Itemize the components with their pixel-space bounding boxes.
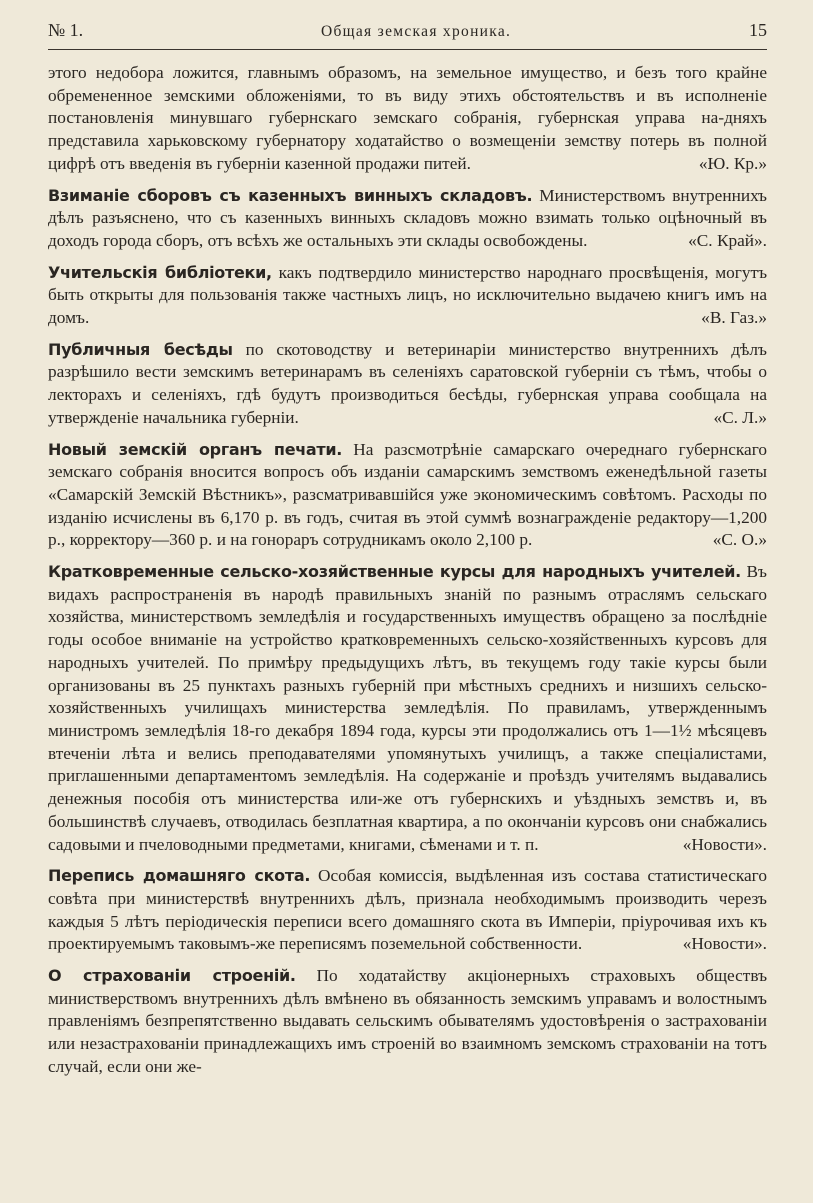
news-text: Особая комиссія, выдѣленная изъ состава статистическаго совѣта при министерствѣ внутреннихъ дѣлъ, признала необходимымъ производить черезъ каждыя 5 лѣтъ періодическія переписи всего домашняго скота въ Имперіи, пріурочивая ихъ къ проектируемымъ таковымъ-же переписямъ поземельной собственности.	[48, 866, 767, 954]
news-text: На разсмотрѣніе самарскаго очереднаго губернскаго земскаго собранія вносится вопросъ объ изданіи самарскимъ земствомъ еженедѣльной газеты «Самарскій Земскій Вѣстникъ», разсматривавшійся уже экономическимъ совѣтомъ. Расходы по изданію исчислены въ 6,170 р. въ годъ, считая въ этой суммѣ вознагражденіе редактору—1,200 р., корректору—360 р. и на гонораръ сотрудникамъ около 2,100 р.	[48, 439, 767, 550]
news-item	[48, 561, 767, 856]
news-item	[48, 865, 767, 956]
news-text: По ходатайству акціонерныхъ страховыхъ обществъ министверствомъ внутреннихъ дѣлъ вмѣнено въ обязанность земскимъ управамъ и волостнымъ правленіямъ безпрепятственно выдавать сельскимъ обывателямъ удостовѣренія о застрахованіи или незастрахованіи принадлежащихъ имъ строеній во взаимномъ земскомъ страхованіи на тотъ случай, если они же-	[48, 966, 768, 1076]
news-text: Въ видахъ распространенія въ народѣ правильныхъ знаній по разнымъ отраслямъ сельскаго хозяйства, министерствомъ земледѣлія и государственныхъ имуществъ обращено за послѣдніе годы особое вниманіе на устройство кратковременныхъ сельско-хозяйственныхъ курсовъ для народныхъ учителей. По примѣру предыдущихъ лѣтъ, въ текущемъ году такіе курсы были организованы въ 25 пунктахъ разныхъ губерній при мѣстныхъ среднихъ и низшихъ сельско-хозяйственныхъ училищахъ министерства земледѣлія. По правиламъ, утвержденнымъ министромъ земледѣлія 18-го декабря 1894 года, курсы эти продолжались отъ 1—1½ мѣсяцевъ втеченіи лѣта и велись преподавателями упомянутыхъ училищъ, а также спеціалистами, приглашенными департаментомъ земледѣлія. На содержаніе и проѣздъ учителямъ выдавались денежныя пособія отъ министерства или-же отъ губернскихъ и уѣздныхъ земствъ и, въ большинствѣ случаевъ, отводилась безплатная квартира, а по окончаніи курсовъ они снабжались садовыми и пчеловодными предметами, книгами, сѣменами и т. п.	[48, 562, 767, 854]
running-head	[48, 20, 767, 50]
intro-text: этого недобора ложится, главнымъ образомъ, на земельное имущество, и безъ того крайне обремененное земскими обложеніями, то въ виду этихъ обстоятельствъ и въ исполненіе постановленія минувшаго губернскаго земскаго собранія, губернская управа на-дняхъ представила харьковскому губернатору ходатайство о возмещеніи земству потерь въ полной цифрѣ отъ введенія въ губерніи казенной продажи питей.	[48, 63, 767, 173]
news-headline: О страхованіи строеній.	[48, 966, 296, 986]
intro-source: «Ю. Кр.»	[698, 153, 767, 173]
news-source: «С. О.»	[712, 530, 767, 550]
news-item	[48, 439, 767, 553]
section-title: Общая земская хроника.	[320, 23, 512, 40]
news-headline: Публичныя бесѣды	[48, 339, 233, 359]
news-source: «С. Край».	[688, 230, 767, 250]
news-source: «Новости».	[682, 934, 767, 954]
page-number: 15	[748, 20, 767, 40]
news-headline: Перепись домашняго скота.	[48, 866, 311, 886]
issue-number: № 1.	[48, 20, 84, 40]
news-text: по скотоводству и ветеринаріи министерство внутреннихъ дѣлъ разрѣшило вести земскимъ ветеринарамъ въ селеніяхъ саратовской губерніи съ тѣмъ, чтобы о лекторахъ и селеніяхъ, гдѣ будутъ производиться бесѣды, губернская управа сообщала на утвержденіе начальника губерніи.	[48, 339, 767, 427]
news-item	[48, 185, 767, 253]
news-headline: Новый земскій органъ печати.	[48, 439, 343, 459]
news-item	[48, 339, 767, 430]
news-headline: Взиманіе сборовъ съ казенныхъ винныхъ складовъ.	[48, 185, 533, 205]
news-headline: Учительскія библіотеки,	[48, 262, 272, 282]
news-headline: Кратковременные сельско-хозяйственные курсы для народныхъ учителей.	[48, 562, 741, 582]
news-source: «С. Л.»	[713, 407, 767, 427]
news-source: «В. Газ.»	[701, 308, 767, 328]
news-source: «Новости».	[682, 834, 767, 854]
news-text: какъ подтвердило министерство народнаго просвѣщенія, могутъ быть открыты для пользованія также частныхъ лицъ, но исключительно выдачею книгъ имъ на домъ.	[48, 262, 768, 328]
news-text: Министерствомъ внутреннихъ дѣлъ разъяснено, что съ казенныхъ винныхъ складовъ можно взимать только оцѣночный въ доходъ города сборъ, отъ всѣхъ же остальныхъ эти склады освобождены.	[48, 185, 767, 250]
news-item	[48, 262, 767, 330]
intro-paragraph	[48, 62, 767, 176]
news-item	[48, 965, 767, 1079]
